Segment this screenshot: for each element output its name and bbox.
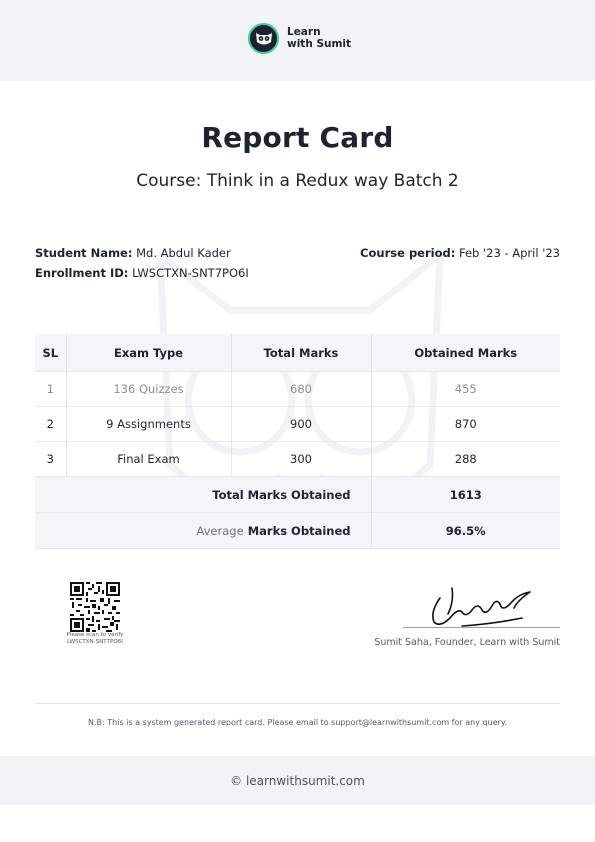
course-period: [360, 246, 560, 260]
student-name-value: Md. Abdul Kader: [136, 246, 231, 260]
row-total-marks: 900: [231, 407, 371, 442]
total-value: 1613: [371, 477, 560, 513]
qr-caption-line-1: Please scan to verify: [66, 632, 124, 638]
row-exam-type: 136 Quizzes: [66, 372, 231, 407]
footer-copyright: © learnwithsumit.com: [230, 773, 365, 788]
brand-line-2: with Sumit: [287, 38, 352, 50]
row-sl: 3: [35, 442, 66, 477]
enrollment-value: LWSCTXN-SNT7PO6I: [132, 266, 249, 280]
total-label: Total Marks Obtained: [35, 477, 371, 513]
course-name: Course: Think in a Redux way Batch 2: [136, 171, 459, 191]
header-obtained-marks: Obtained Marks: [371, 334, 560, 372]
qr-caption-line-2: LWSCTXN-SNT7PO6I: [67, 639, 123, 645]
footer-divider: [35, 703, 560, 704]
qr-code-icon: [70, 582, 120, 632]
header-exam-type: Exam Type: [66, 334, 231, 372]
table-row: [35, 407, 560, 442]
owl-logo-icon: [248, 23, 279, 54]
average-row: [35, 513, 560, 549]
brand-name: [287, 26, 351, 50]
footer-band: [0, 756, 595, 805]
student-name: [35, 246, 231, 260]
average-value: 96.5%: [371, 513, 560, 549]
row-total-marks: 680: [231, 372, 371, 407]
enrollment-id: [35, 266, 249, 280]
row-obtained-marks: 288: [371, 442, 560, 477]
row-obtained-marks: 870: [371, 407, 560, 442]
student-name-label: Student Name:: [35, 246, 133, 260]
course-period-label: Course period:: [360, 246, 456, 260]
average-prefix: Average: [196, 523, 244, 538]
row-total-marks: 300: [231, 442, 371, 477]
header-sl: SL: [35, 334, 66, 372]
header-total-marks: Total Marks: [231, 334, 371, 372]
table-header-row: [35, 334, 560, 372]
average-label: [35, 513, 371, 549]
row-exam-type: 9 Assignments: [66, 407, 231, 442]
signature-line: [403, 627, 560, 628]
qr-caption: [56, 632, 134, 646]
brand-logo: [248, 22, 351, 54]
row-sl: 1: [35, 372, 66, 407]
table-row: [35, 372, 560, 407]
table-row: [35, 442, 560, 477]
course-period-value: Feb '23 - April '23: [458, 246, 560, 260]
signatory-name: Sumit Saha, Founder, Learn with Sumit: [374, 637, 560, 648]
brand-line-1: Learn: [287, 26, 321, 38]
average-label-text: Marks Obtained: [247, 523, 351, 538]
report-title: Report Card: [201, 121, 394, 154]
total-row: [35, 477, 560, 513]
row-exam-type: Final Exam: [66, 442, 231, 477]
disclaimer-note: N.B: This is a system generated report card. Please email to support@learnwithsumit.com for any query.: [88, 718, 507, 727]
row-obtained-marks: 455: [371, 372, 560, 407]
enrollment-label: Enrollment ID:: [35, 266, 129, 280]
row-sl: 2: [35, 407, 66, 442]
marks-table: [35, 334, 560, 549]
